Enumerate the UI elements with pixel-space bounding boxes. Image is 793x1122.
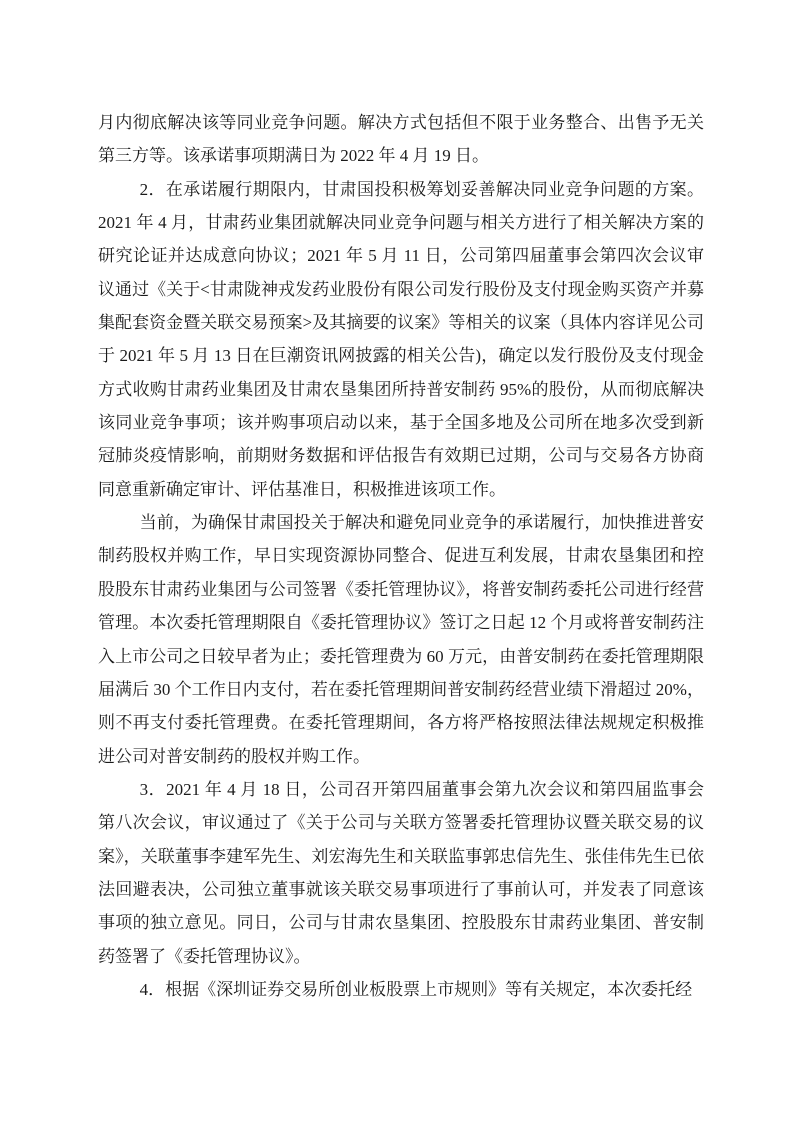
paragraph-entrusted-management: 当前，为确保甘肃国投关于解决和避免同业竞争的承诺履行，加快推进普安制药股权并购工作，早日实现资源协同整合、促进互利发展，甘肃农垦集团和控股股东甘肃药业集团与公司签署《委托管理协议》，将普安制药委托公司进行经营管理。本次委托管理期限自《委托管理协议》签订之日起 12 个月或将普安制药注入上市公司之日较早者为止；委托管理费为 60 万元，由普安制药在委托管理期限届满后 30 个工作日内支付，若在委托管理期间普安制药经营业绩下滑超过 20%，则不再支付委托管理费。在委托管理期间，各方将严格按照法律法规规定积极推进公司对普安制药的股权并购工作。 (98, 513, 704, 766)
paragraph-item-4-listing-rules: 4．根据《深圳证券交易所创业板股票上市规则》等有关规定，本次委托经 (139, 979, 693, 999)
paragraph-item-2-resolution-plan: 2．在承诺履行期限内，甘肃国投积极筹划妥善解决同业竞争问题的方案。2021 年 4 月，甘肃药业集团就解决同业竞争问题与相关方进行了相关解决方案的研究论证并达成意向协议；2021 年 5 月 11 日，公司第四届董事会第四次会议审议通过《关于<甘肃陇神戎发药业股份有限公司发行股份及支付现金购买资产并募集配套资金暨关联交易预案>及其摘要的议案》等相关的议案（具体内容详见公司于 2021 年 5 月 13 日在巨潮资讯网披露的相关公告)，确定以发行股份及支付现金方式收购甘肃药业集团及甘肃农垦集团所持普安制药 95%的股份，从而彻底解决该同业竞争事项；该并购事项启动以来，基于全国多地及公司所在地多次受到新冠肺炎疫情影响，前期财务数据和评估报告有效期已过期，公司与交易各方协商同意重新确定审计、评估基准日，积极推进该项工作。 (98, 179, 704, 499)
paragraph-commitment-deadline: 月内彻底解决该等同业竞争问题。解决方式包括但不限于业务整合、出售予无关第三方等。该承诺事项期满日为 2022 年 4 月 19 日。 (98, 113, 704, 166)
paragraph-item-3-board-meeting: 3．2021 年 4 月 18 日，公司召开第四届董事会第九次会议和第四届监事会第八次会议，审议通过了《关于公司与关联方签署委托管理协议暨关联交易的议案》，关联董事李建军先生、刘宏海先生和关联监事郭忠信先生、张佳伟先生已依法回避表决，公司独立董事就该关联交易事项进行了事前认可，并发表了同意该事项的独立意见。同日，公司与甘肃农垦集团、控股股东甘肃药业集团、普安制药签署了《委托管理协议》。 (98, 779, 704, 966)
document-text-block (98, 106, 704, 1006)
